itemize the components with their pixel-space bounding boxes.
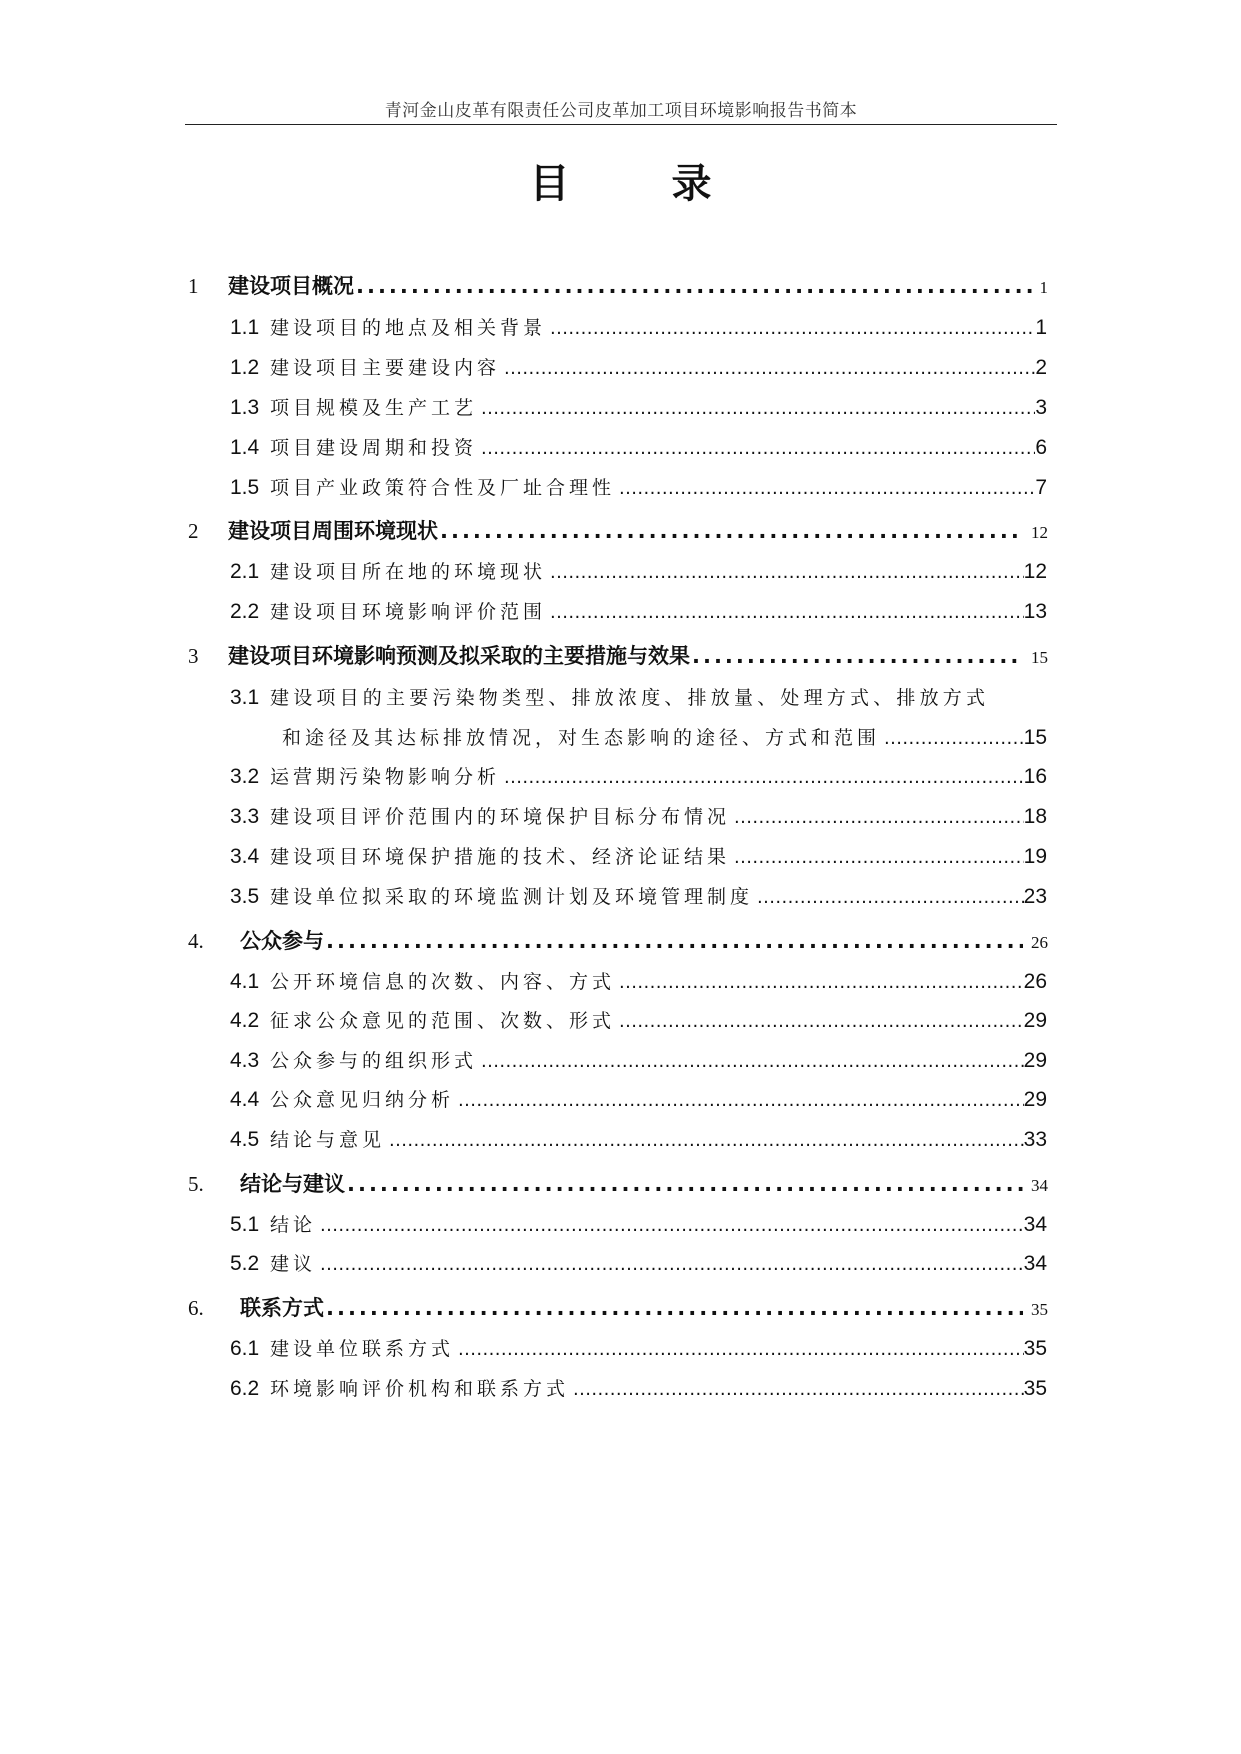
toc-label: 建设单位拟采取的环境监测计划及环境管理制度	[270, 886, 754, 908]
toc-label: 项目建设周期和投资	[270, 437, 478, 459]
toc-number: 2.2	[230, 600, 260, 623]
toc-page: 34	[1023, 1213, 1047, 1236]
toc-number: 1	[188, 274, 199, 298]
toc-leader	[573, 1379, 1024, 1400]
toc-page: 29	[1023, 1088, 1047, 1111]
toc-leader	[504, 767, 1024, 788]
page-title: 目 录	[529, 160, 756, 207]
toc-entry-4[interactable]	[188, 925, 1048, 955]
toc-page: 18	[1023, 805, 1047, 828]
toc-page: 12	[1023, 560, 1047, 583]
toc-page: 34	[1023, 1252, 1047, 1275]
toc-label: 环境影响评价机构和联系方式	[270, 1378, 570, 1400]
toc-leader	[458, 1339, 1024, 1360]
toc-entry-2[interactable]	[188, 515, 1048, 545]
toc-leader	[692, 644, 1023, 668]
toc-leader	[458, 1090, 1024, 1111]
toc-leader	[347, 1172, 1023, 1196]
toc-number: 3.2	[230, 765, 260, 788]
toc-number: 1.2	[230, 356, 260, 379]
toc-label: 征求公众意见的范围、次数、形式	[270, 1010, 616, 1032]
toc-entry-5-2[interactable]	[230, 1249, 1047, 1276]
toc-entry-3[interactable]	[188, 640, 1048, 670]
toc-entry-4-5[interactable]	[230, 1125, 1047, 1152]
toc-number: 5.2	[230, 1252, 260, 1275]
toc-number: 6.2	[230, 1377, 260, 1400]
toc-leader	[481, 438, 1035, 459]
toc-label: 建设项目概况	[228, 274, 354, 298]
toc-number: 1.1	[230, 316, 260, 339]
toc-page: 29	[1023, 1009, 1047, 1032]
toc-page: 19	[1023, 845, 1047, 868]
toc-number: 4.5	[230, 1128, 260, 1151]
toc-leader	[356, 274, 1032, 298]
toc-page: 1	[1035, 316, 1047, 339]
toc-label: 建设项目的主要污染物类型、排放浓度、排放量、处理方式、排放方式	[270, 687, 990, 709]
toc-leader	[619, 972, 1024, 993]
toc-page: 3	[1035, 396, 1047, 419]
toc-label: 建设项目评价范围内的环境保护目标分布情况	[270, 806, 731, 828]
toc-leader	[884, 728, 1024, 749]
toc-page: 35	[1031, 1300, 1048, 1319]
toc-leader	[619, 478, 1035, 499]
toc-number: 1.3	[230, 396, 260, 419]
toc-entry-3-3[interactable]	[230, 802, 1047, 829]
toc-entry-3-4[interactable]	[230, 842, 1047, 869]
toc-page: 33	[1023, 1128, 1047, 1151]
toc-entry-5[interactable]	[188, 1168, 1048, 1198]
toc-label: 项目产业政策符合性及厂址合理性	[270, 477, 616, 499]
toc-number: 5.1	[230, 1213, 260, 1236]
toc-entry-1[interactable]	[188, 270, 1048, 300]
toc-label: 建设项目所在地的环境现状	[270, 561, 547, 583]
toc-entry-3-2[interactable]	[230, 762, 1047, 789]
toc-leader	[504, 358, 1035, 379]
toc-leader	[757, 887, 1024, 908]
toc-label: 公众参与	[240, 929, 324, 953]
toc-page: 16	[1023, 765, 1047, 788]
toc-number: 1.5	[230, 476, 260, 499]
toc-entry-1-1[interactable]	[230, 313, 1047, 340]
toc-label: 和途径及其达标排放情况，对生态影响的途径、方式和范围	[282, 727, 881, 749]
toc-number: 2.1	[230, 560, 260, 583]
toc-leader	[389, 1130, 1024, 1151]
toc-leader	[481, 398, 1035, 419]
toc-label: 结论与意见	[270, 1129, 386, 1151]
toc-label: 建设项目的地点及相关背景	[270, 317, 547, 339]
toc-entry-5-1[interactable]	[230, 1210, 1047, 1237]
toc-leader	[320, 1254, 1024, 1275]
toc-page: 12	[1031, 523, 1048, 542]
toc-label: 建设项目环境影响评价范围	[270, 601, 547, 623]
toc-entry-4-1[interactable]	[230, 967, 1047, 994]
toc-entry-6-2[interactable]	[230, 1374, 1047, 1401]
toc-number: 4.4	[230, 1088, 260, 1111]
toc-label: 建设单位联系方式	[270, 1338, 455, 1360]
toc-page: 1	[1039, 278, 1048, 297]
toc-number: 3.4	[230, 845, 260, 868]
toc-leader	[550, 318, 1035, 339]
toc-entry-4-3[interactable]	[230, 1046, 1047, 1073]
toc-number: 3.3	[230, 805, 260, 828]
toc-leader	[550, 562, 1024, 583]
toc-entry-3-1-line2[interactable]	[282, 723, 1047, 750]
toc-label: 建议	[270, 1253, 317, 1275]
toc-label: 建设项目环境影响预测及拟采取的主要措施与效果	[228, 644, 690, 668]
toc-number: 4.3	[230, 1049, 260, 1072]
toc-page: 6	[1035, 436, 1047, 459]
toc-leader	[734, 847, 1024, 868]
toc-entry-6[interactable]	[188, 1292, 1048, 1322]
toc-page: 7	[1035, 476, 1047, 499]
toc-number: 4.1	[230, 970, 260, 993]
header-rule	[185, 124, 1057, 125]
toc-label: 建设项目主要建设内容	[270, 357, 501, 379]
toc-page: 35	[1023, 1377, 1047, 1400]
toc-entry-1-5[interactable]	[230, 473, 1047, 500]
toc-number: 3	[188, 644, 199, 668]
toc-page: 35	[1023, 1337, 1047, 1360]
toc-leader	[320, 1215, 1024, 1236]
toc-leader	[326, 1296, 1023, 1320]
toc-leader	[481, 1051, 1024, 1072]
toc-page: 34	[1031, 1176, 1048, 1195]
toc-number: 1.4	[230, 436, 260, 459]
toc-leader	[550, 602, 1024, 623]
toc-number: 3.1	[230, 686, 260, 709]
toc-label: 项目规模及生产工艺	[270, 397, 478, 419]
toc-label: 建设项目环境保护措施的技术、经济论证结果	[270, 846, 731, 868]
toc-entry-1-2[interactable]	[230, 353, 1047, 380]
toc-page: 13	[1023, 600, 1047, 623]
toc-label: 建设项目周围环境现状	[228, 519, 438, 543]
running-header: 青河金山皮革有限责任公司皮革加工项目环境影响报告书简本	[384, 101, 858, 121]
toc-label: 联系方式	[240, 1296, 324, 1320]
toc-label: 结论	[270, 1214, 317, 1236]
toc-label: 运营期污染物影响分析	[270, 766, 501, 788]
toc-entry-6-1[interactable]	[230, 1334, 1047, 1361]
toc-page: 26	[1031, 933, 1048, 952]
toc-label: 公众参与的组织形式	[270, 1050, 478, 1072]
toc-label: 公众意见归纳分析	[270, 1089, 455, 1111]
toc-number: 4.2	[230, 1009, 260, 1032]
toc-label: 公开环境信息的次数、内容、方式	[270, 971, 616, 993]
toc-entry-3-1-line1[interactable]	[230, 683, 1047, 710]
toc-leader	[326, 929, 1023, 953]
toc-page: 15	[1031, 648, 1048, 667]
toc-page: 29	[1023, 1049, 1047, 1072]
toc-leader	[619, 1011, 1024, 1032]
toc-page: 2	[1035, 356, 1047, 379]
toc-page: 15	[1023, 726, 1047, 749]
toc-number: 3.5	[230, 885, 260, 908]
toc-entry-2-2[interactable]	[230, 597, 1047, 624]
toc-page: 26	[1023, 970, 1047, 993]
toc-entry-4-4[interactable]	[230, 1085, 1047, 1112]
toc-page: 23	[1023, 885, 1047, 908]
toc-label: 结论与建议	[240, 1172, 345, 1196]
toc-entry-4-2[interactable]	[230, 1006, 1047, 1033]
toc-entry-1-3[interactable]	[230, 393, 1047, 420]
toc-entry-3-5[interactable]	[230, 882, 1047, 909]
toc-leader	[734, 807, 1024, 828]
toc-number: 6.1	[230, 1337, 260, 1360]
toc-number: 4.	[188, 929, 204, 953]
toc-number: 6.	[188, 1296, 204, 1320]
toc-number: 2	[188, 519, 199, 543]
toc-leader	[440, 519, 1023, 543]
toc-number: 5.	[188, 1172, 204, 1196]
toc-entry-1-4[interactable]	[230, 433, 1047, 460]
toc-entry-2-1[interactable]	[230, 557, 1047, 584]
